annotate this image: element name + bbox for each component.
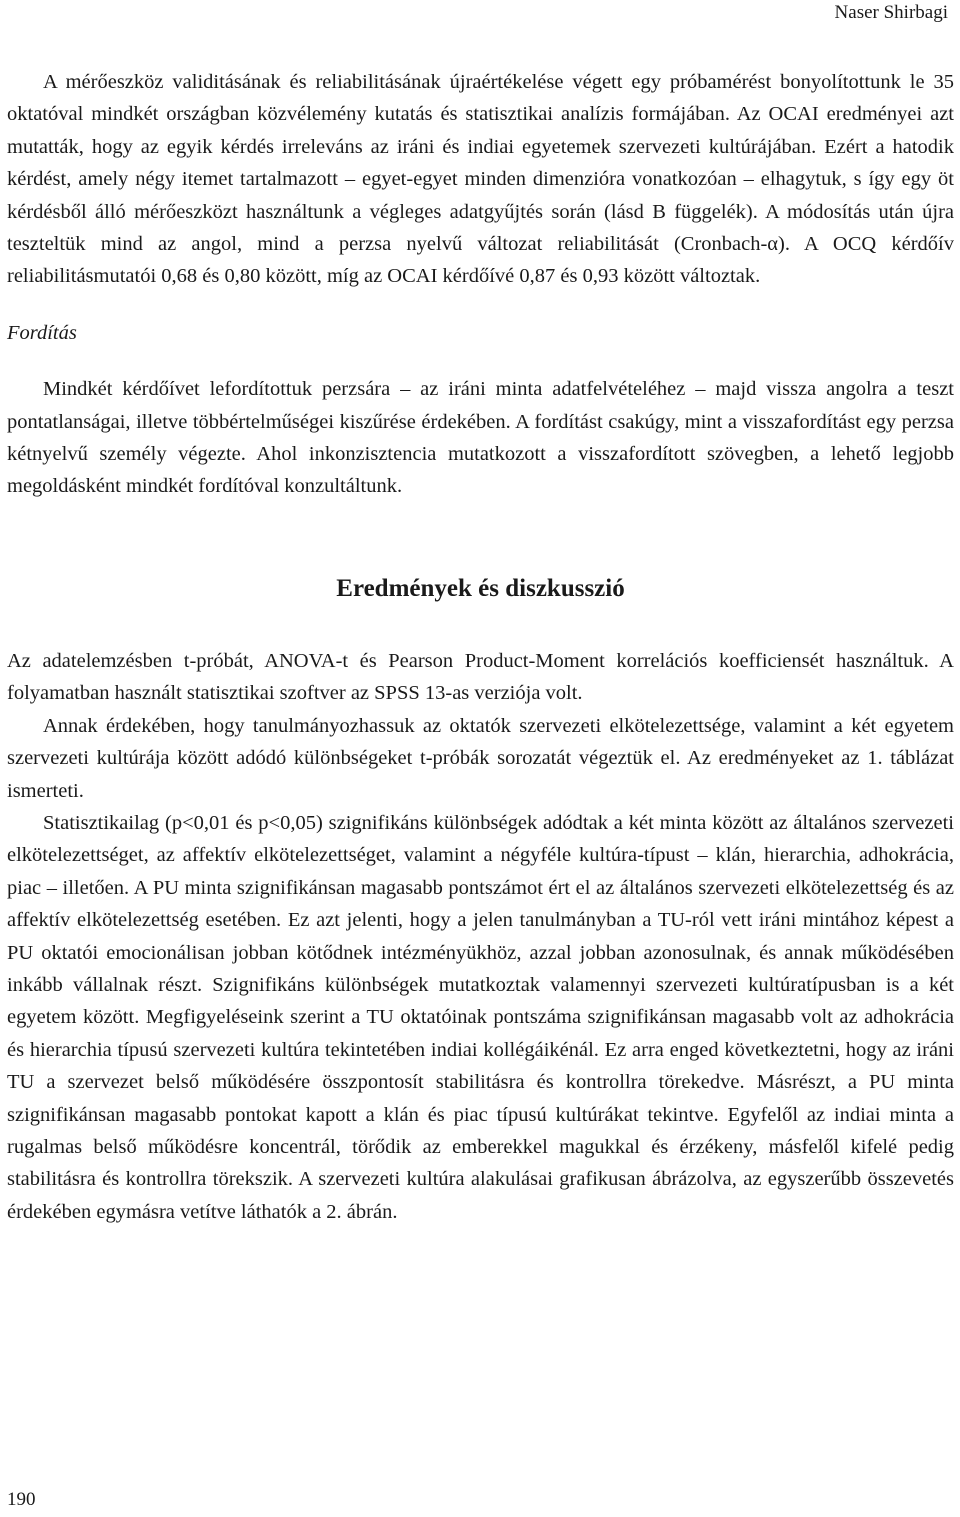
- subsection-title-translation: Fordítás: [7, 321, 77, 344]
- page-body: [7, 66, 954, 1228]
- paragraph-t-tests: Annak érdekében, hogy tanulmányozhassuk az oktatók szervezeti elkötelezettsége, valamint a két egyetem szervezeti kultúrája között adódó különbségeket t-próbák sorozatát végeztük el. Az eredményeket az 1. táblázat ismerteti.: [7, 714, 954, 802]
- page-number: 190: [7, 1489, 36, 1510]
- running-head-author: Naser Shirbagi: [834, 2, 948, 23]
- paragraph-pilot-study: A mérőeszköz validitásának és reliabilitásának újraértékelése végett egy próbamérést bonyolítottunk le 35 oktatóval mindkét országban közvélemény kutatás és statisztikai analízis formájában. Az OCAI eredményei azt mutatták, hogy az egyik kérdés irreleváns az iráni és indiai egyetemek szervezeti kultúrájában. Ezért a hatodik kérdést, amely négy itemet tartalmazott – egyet-egyet minden dimenzióra vonatkozóan – elhagytuk, s így egy öt kérdésből álló mérőeszközt használtunk a végleges adatgyűjtés során (lásd B függelék). A módosítás után újra teszteltük mind az angol, mind a perzsa nyelvű változat reliabilitását (Cronbach-α). A OCQ kérdőív reliabilitásmutatói 0,68 és 0,80 között, míg az OCAI kérdőívé 0,87 és 0,93 között változtak.: [7, 71, 954, 288]
- paragraph-analysis-methods: Az adatelemzésben t-próbát, ANOVA-t és Pearson Product-Moment korrelációs koefficiensét használtuk. A folyamatban használt statisztikai szoftver az SPSS 13-as verziója volt.: [7, 649, 954, 705]
- paragraph-translation: Mindkét kérdőívet lefordítottuk perzsára – az iráni minta adatfelvételéhez – majd vissza angolra a teszt pontatlanságai, illetve többértelműségei kiszűrése érdekében. A fordítást csakúgy, mint a visszafordítást egy perzsa kétnyelvű személy végezte. Ahol inkonzisztencia mutatkozott a visszafordított szövegben, a lehető legjobb megoldásként mindkét fordítóval konzultáltunk.: [7, 378, 954, 498]
- paragraph-significant-differences: Statisztikailag (p<0,01 és p<0,05) szignifikáns különbségek adódtak a két minta között az általános szervezeti elkötelezettséget, az affektív elkötelezettséget, valamint a négyféle kultúra-típust – klán, hierarchia, adhokrácia, piac – illetően. A PU minta szignifikánsan magasabb pontszámot ért el az általános szervezeti elkötelezettség és az affektív elkötelezettség esetében. Ez azt jelenti, hogy a jelen tanulmányban a TU-ról vett iráni mintához képest a PU oktatói emocionálisan jobban kötődnek intézményükhöz, azzal jobban azonosulnak, és annak működésében inkább vállalnak részt. Szignifikáns különbségek mutatkoztak valamennyi szervezeti kultúratípusban is a két egyetem között. Megfigyeléseink szerint a TU oktatóinak pontszáma szignifikánsan magasabb volt az adhokrácia és hierarchia típusú szervezeti kultúra tekintetében indiai kollégáikénál. Ez arra enged következtetni, hogy az iráni TU a szervezet belső működésére összpontosít stabilitásra és kontrollra törekedve. Másrészt, a PU minta szignifikánsan magasabb pontokat kapott a klán és piac típusú kultúrákat tekintve. Egyfelől az indiai minta a rugalmas belső működésre koncentrál, törődik az emberekkel magukkal és érzékeny, másfelől kifelé pedig stabilitásra és kontrollra törekszik. A szervezeti kultúra alakulásai grafikusan ábrázolva, az egyszerűbb összevetés érdekében egymásra vetítve láthatók a 2. ábrán.: [7, 811, 954, 1223]
- section-heading-results: Eredmények és diszkusszió: [336, 574, 625, 602]
